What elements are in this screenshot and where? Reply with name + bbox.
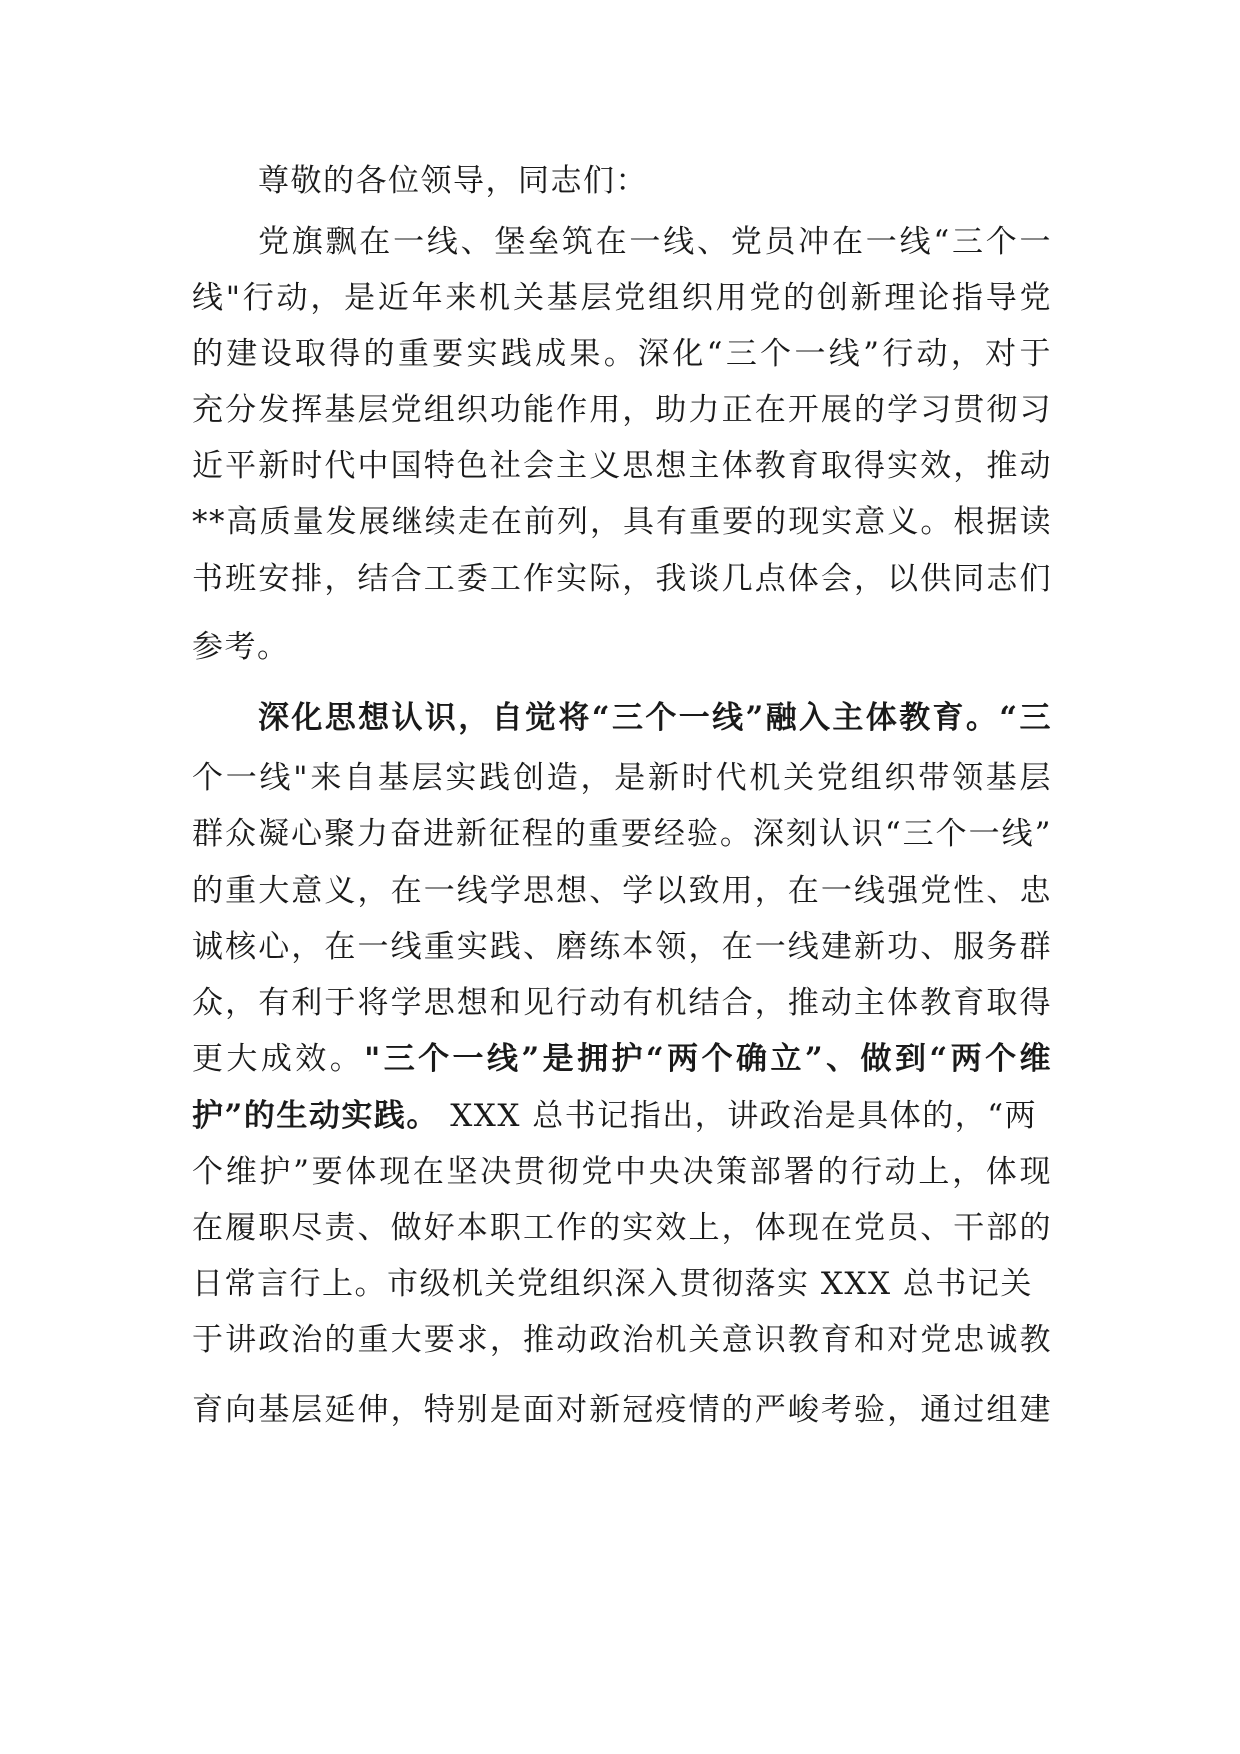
paragraph-line: 个一线"来自基层实践创造，是新时代机关党组织带领基层	[192, 760, 1052, 796]
paragraph-line: 近平新时代中国特色社会主义思想主体教育取得实效，推动	[192, 448, 1052, 484]
section-heading-tail: “三	[999, 700, 1052, 736]
paragraph-line: 参考。	[192, 629, 290, 665]
paragraph-line: 党旗飘在一线、堡垒筑在一线、党员冲在一线“三个一	[258, 224, 1052, 260]
bold-text: "三个一线”是拥护“两个确立”、做到“两个维	[364, 1041, 1052, 1077]
paragraph-line: 育向基层延伸，特别是面对新冠疫情的严峻考验，通过组建	[192, 1392, 1052, 1428]
paragraph-line: **高质量发展继续走在前列，具有重要的现实意义。根据读	[192, 504, 1052, 540]
paragraph-line: 个维护”要体现在坚决贯彻党中央决策部署的行动上，体现	[192, 1154, 1052, 1190]
paragraph-line-mixed	[192, 1093, 1052, 1139]
plain-text: XXX 总书记指出，讲政治是具体的，“两	[438, 1098, 1038, 1134]
paragraph-line: 在履职尽责、做好本职工作的实效上，体现在党员、干部的	[192, 1210, 1052, 1246]
bold-text: 护”的生动实践。	[192, 1098, 439, 1134]
paragraph-line: 线"行动，是近年来机关基层党组织用党的创新理论指导党	[192, 280, 1052, 316]
paragraph-line: 诚核心，在一线重实践、磨练本领，在一线建新功、服务群	[192, 929, 1052, 965]
paragraph-line: 的重大意义，在一线学思想、学以致用，在一线强党性、忠	[192, 873, 1052, 909]
paragraph-line: 的建设取得的重要实践成果。深化“三个一线”行动，对于	[192, 336, 1052, 372]
paragraph-line: 书班安排，结合工委工作实际，我谈几点体会，以供同志们	[192, 561, 1052, 597]
paragraph-line: 众，有利于将学思想和见行动有机结合，推动主体教育取得	[192, 985, 1052, 1021]
section-heading: 深化思想认识，自觉将“三个一线”融入主体教育。	[258, 700, 1000, 736]
paragraph-line: 群众凝心聚力奋进新征程的重要经验。深刻认识“三个一线”	[192, 816, 1052, 852]
paragraph-line: 充分发挥基层党组织功能作用，助力正在开展的学习贯彻习	[192, 392, 1052, 428]
section-heading-line	[258, 695, 1052, 741]
salutation: 尊敬的各位领导，同志们：	[258, 163, 648, 199]
plain-text: 更大成效。	[192, 1041, 365, 1077]
paragraph-line-mixed	[192, 1036, 1052, 1082]
paragraph-line: 于讲政治的重大要求，推动政治机关意识教育和对党忠诚教	[192, 1322, 1052, 1358]
paragraph-line: 日常言行上。市级机关党组织深入贯彻落实 XXX 总书记关	[192, 1266, 1033, 1302]
